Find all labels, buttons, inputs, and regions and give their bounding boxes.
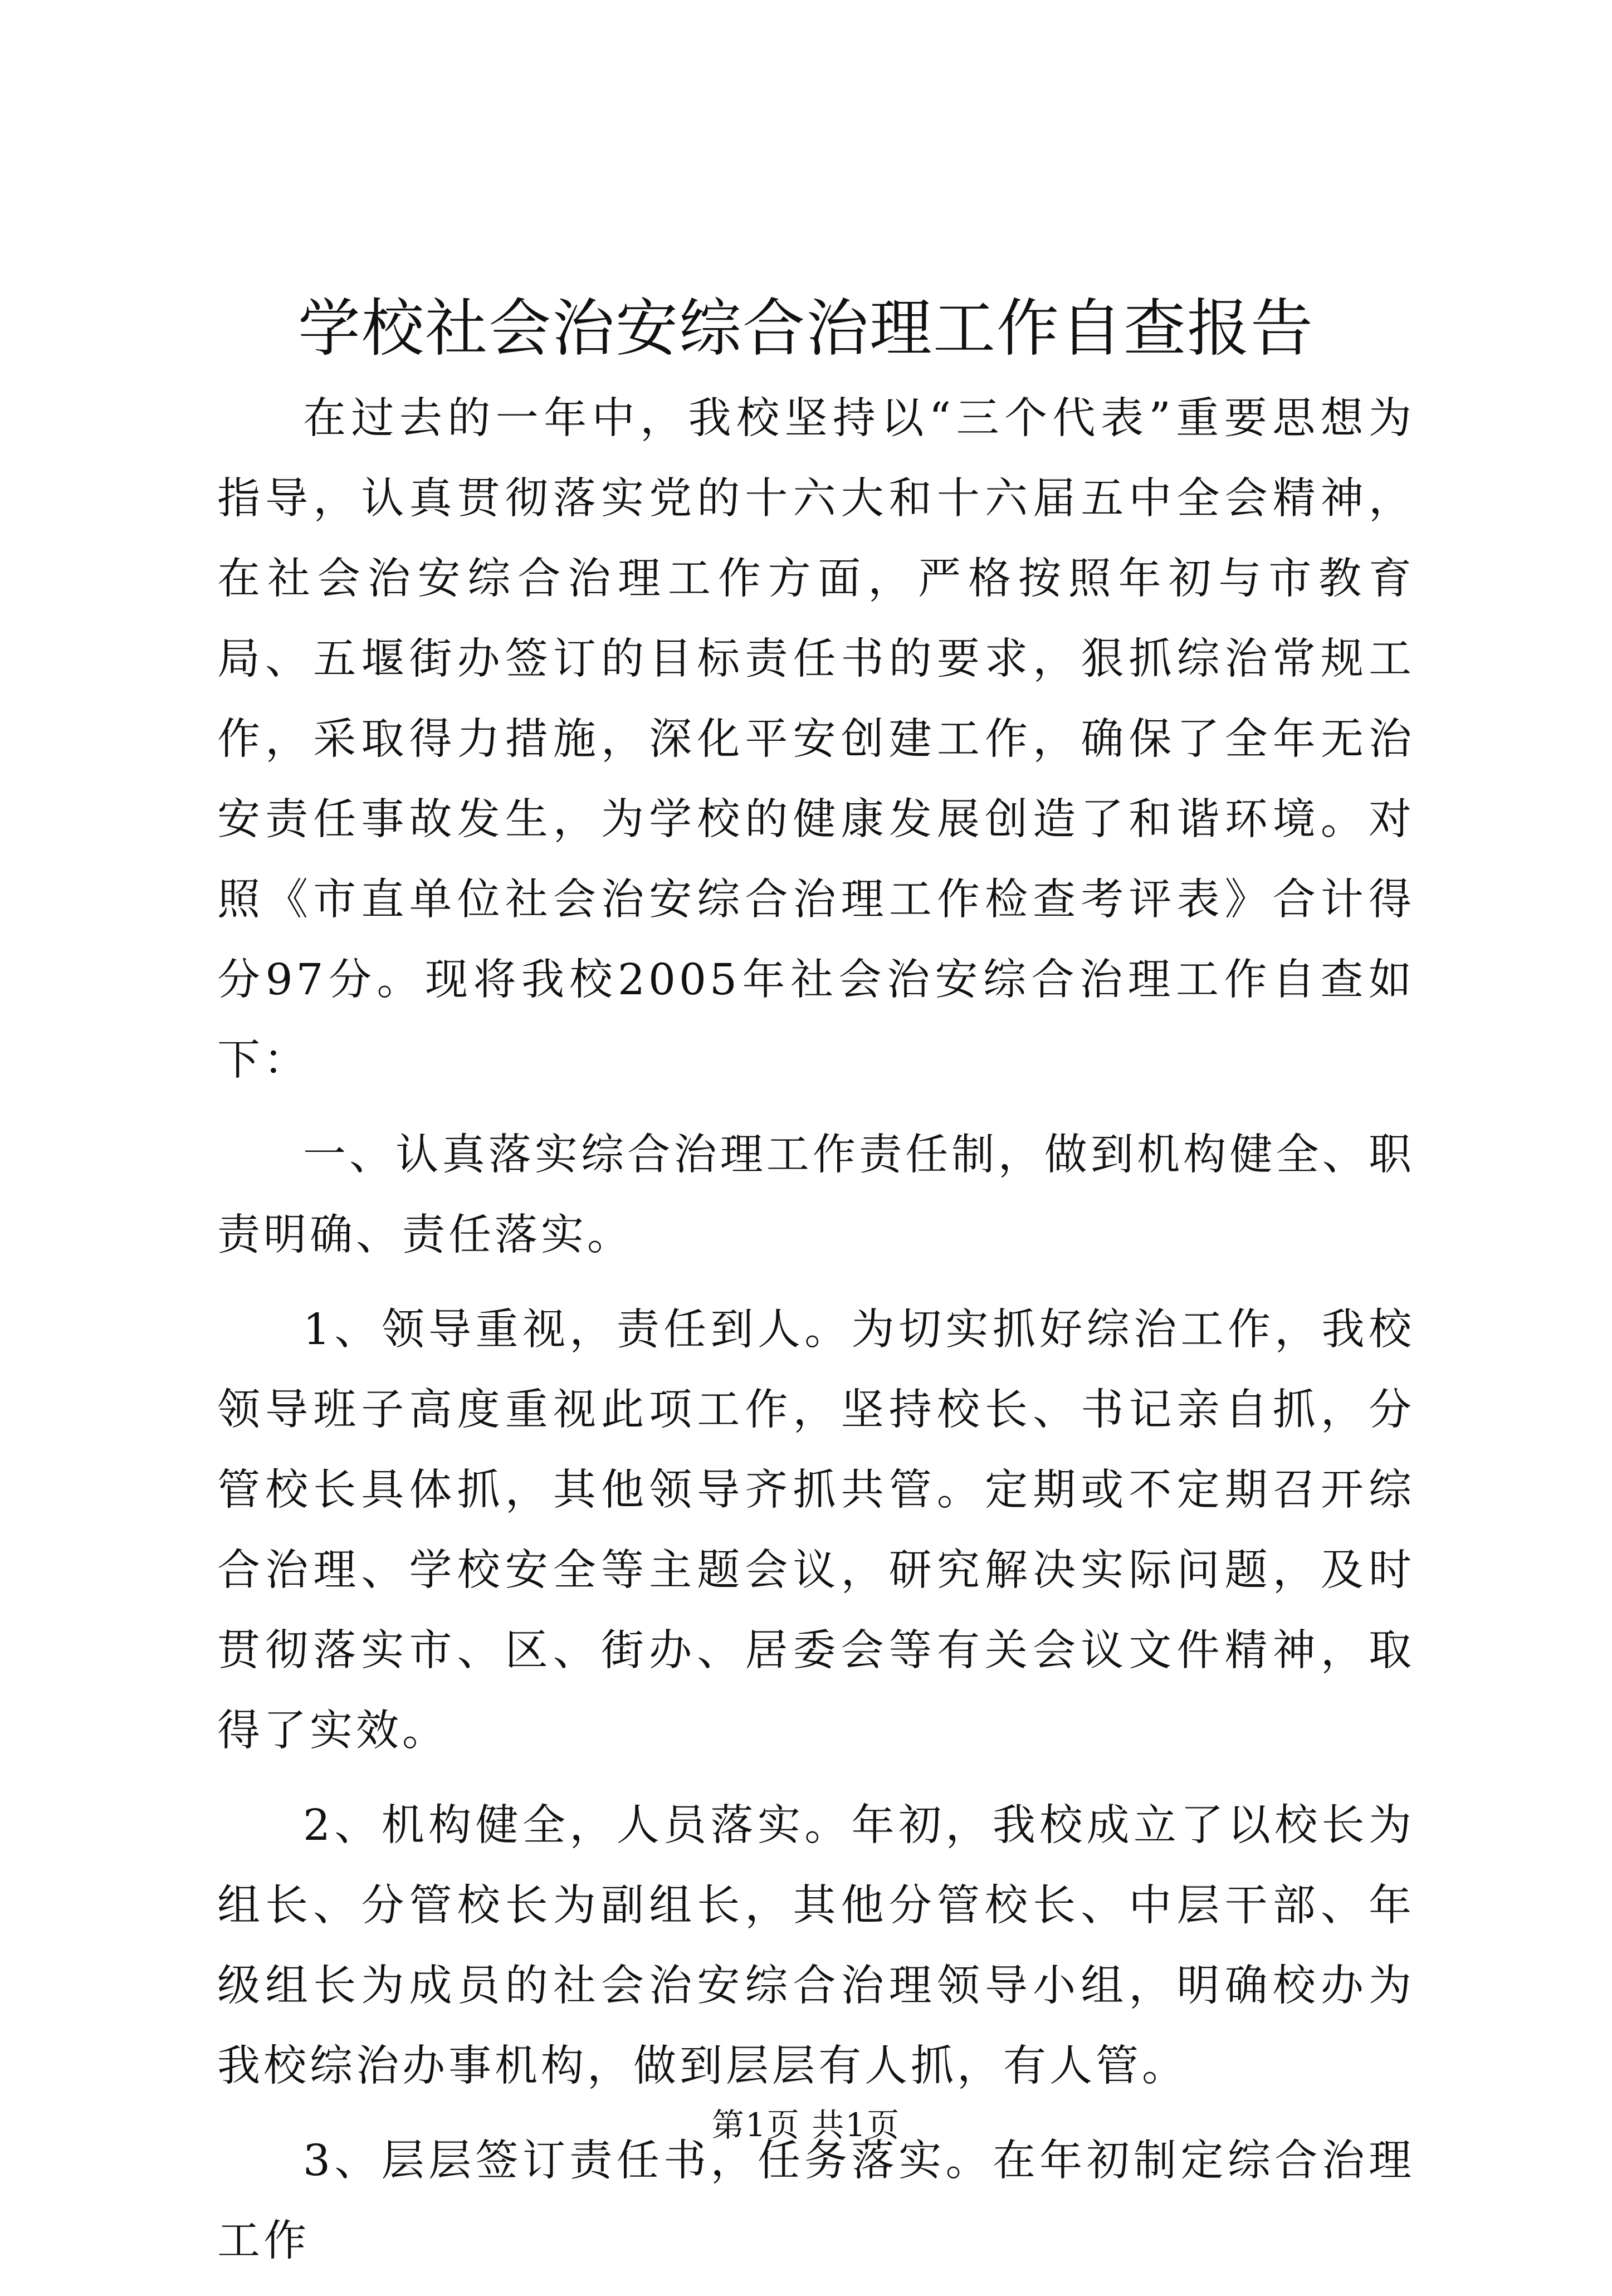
paragraph-item-2: 2、机构健全，人员落实。年初，我校成立了以校长为组长、分管校长为副组长，其他分管校长、中层干部、年级组长为成员的社会治安综合治理领导小组，明确校办为我校综治办事机构，做到层层有人抓，有人管。: [217, 1801, 1415, 2091]
document-title: 学校社会治安综合治理工作自查报告: [298, 292, 1314, 365]
paragraph-intro: 在过去的一年中，我校坚持以“三个代表”重要思想为指导，认真贯彻落实党的十六大和十六届五中全会精神，在社会治安综合治理工作方面，严格按照年初与市教育局、五堰街办签订的目标责任书的要求，狠抓综治常规工作，采取得力措施，深化平安创建工作，确保了全年无治安责任事故发生，为学校的健康发展创造了和谐环境。对照《市直单位社会治安综合治理工作检查考评表》合计得分97分。现将我校2005年社会治安综合治理工作自查如下：: [217, 394, 1415, 1085]
paragraph-item-1: 1、领导重视，责任到人。为切实抓好综治工作，我校领导班子高度重视此项工作，坚持校长、书记亲自抓，分管校长具体抓，其他领导齐抓共管。定期或不定期召开综合治理、学校安全等主题会议，研究解决实际问题，及时贯彻落实市、区、街办、居委会等有关会议文件精神，取得了实效。: [217, 1305, 1415, 1756]
paragraph-item-3: 3、层层签订责任书，任务落实。在年初制定综合治理工作: [217, 2136, 1415, 2266]
page-footer: 第1页 共1页: [711, 2106, 901, 2144]
paragraph-section-1-heading: 一、认真落实综合治理工作责任制，做到机构健全、职责明确、责任落实。: [217, 1130, 1415, 1260]
document-body: [217, 379, 1415, 2296]
